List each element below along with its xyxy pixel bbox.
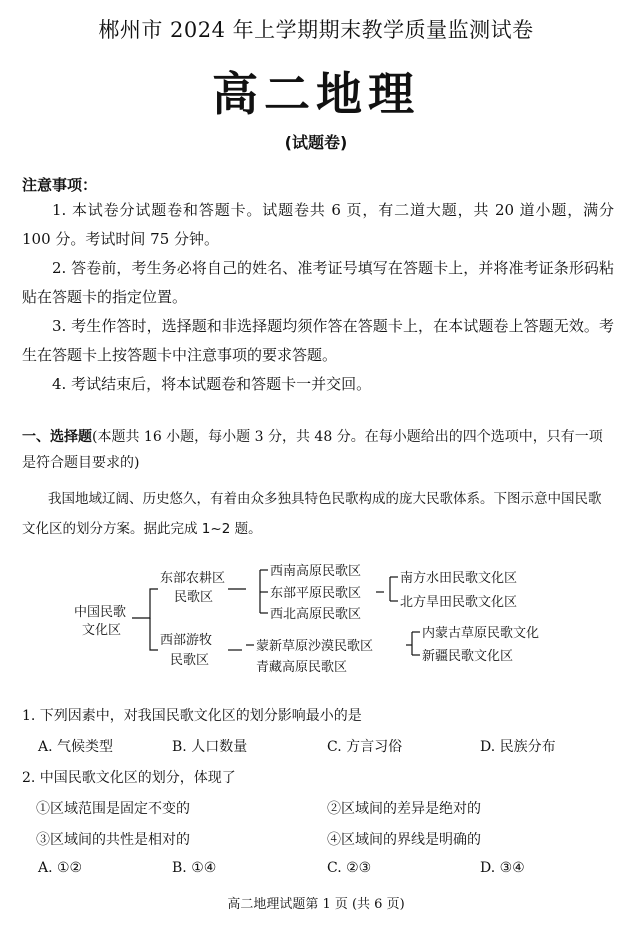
section-title: 一、选择题 [22, 429, 92, 445]
question-2-option-c: C. ②③ [327, 860, 372, 876]
note-item-3: 3. 考生作答时，选择题和非选择题均须作答在答题卡上，在本试题卷上答题无效。考生在答题卡上按答题卡中注意事项的要求答题。 [22, 317, 614, 364]
subject-title: 高二地理 [212, 67, 420, 121]
diagram-root-line2: 文化区 [82, 623, 122, 638]
diagram-qinghai-tibet: 青藏高原民歌区 [256, 660, 348, 675]
notes-heading: 注意事项： [22, 176, 98, 194]
diagram-west-line2: 民歌区 [170, 653, 210, 668]
diagram-east-line2: 民歌区 [174, 590, 214, 605]
diagram-mongolia-xinjiang: 蒙新草原沙漠民歌区 [256, 639, 374, 654]
diagram-svg [70, 558, 570, 684]
question-2-statement-4: ④区域间的界线是明确的 [327, 832, 481, 848]
question-2-stem: 2. 中国民歌文化区的划分，体现了 [22, 770, 236, 786]
diagram-inner-mongolia: 内蒙古草原民歌文化 [422, 626, 540, 641]
booklet-label: (试题卷) [284, 133, 348, 152]
diagram-west-line1: 西部游牧 [160, 633, 213, 648]
page-footer: 高二地理试题第 1 页 (共 6 页) [227, 897, 405, 912]
diagram-southwest-plateau: 西南高原民歌区 [270, 564, 362, 579]
question-1-option-c: C. 方言习俗 [327, 739, 403, 755]
question-intro: 我国地域辽阔、历史悠久，有着由众多独具特色民歌构成的庞大民歌体系。下图示意中国民歌文化区的划分方案。据此完成 1~2 题。 [22, 491, 602, 537]
note-item-2: 2. 答卷前，考生务必将自己的姓名、准考证号填写在答题卡上，并将准考证条形码粘贴在答题卡的指定位置。 [22, 259, 614, 306]
question-1-option-b: B. 人口数量 [172, 739, 248, 755]
diagram-east-line1: 东部农耕区 [160, 571, 226, 586]
question-2-option-d: D. ③④ [480, 860, 525, 876]
exam-title: 郴州市 2024 年上学期期末教学质量监测试卷 [98, 18, 534, 42]
question-1-option-a: A. 气候类型 [38, 739, 114, 755]
question-2-option-b: B. ①④ [172, 860, 217, 876]
section-heading [22, 424, 614, 476]
diagram-northwest-plateau: 西北高原民歌区 [270, 607, 362, 622]
diagram-xinjiang: 新疆民歌文化区 [422, 649, 514, 664]
section-description: (本题共 16 小题，每小题 3 分，共 48 分。在每小题给出的四个选项中，只有一项是符合题目要求的) [22, 429, 603, 471]
diagram-east-plain: 东部平原民歌区 [270, 586, 362, 601]
diagram-north-dryland: 北方旱田民歌文化区 [400, 595, 518, 610]
diagram-south-paddy: 南方水田民歌文化区 [400, 571, 518, 586]
question-1-option-d: D. 民族分布 [480, 739, 556, 755]
question-1-stem: 1. 下列因素中，对我国民歌文化区的划分影响最小的是 [22, 708, 362, 724]
question-2-option-a: A. ①② [38, 860, 83, 876]
note-item-4: 4. 考试结束后，将本试题卷和答题卡一并交回。 [52, 375, 372, 393]
question-2-statement-3: ③区域间的共性是相对的 [36, 832, 190, 848]
note-item-1: 1. 本试卷分试题卷和答题卡。试题卷共 6 页，有二道大题，共 20 道小题，满分 100 分。考试时间 75 分钟。 [22, 201, 614, 248]
folk-song-region-diagram [70, 558, 570, 684]
question-2-statement-2: ②区域间的差异是绝对的 [327, 801, 481, 817]
question-2-statement-1: ①区域范围是固定不变的 [36, 801, 190, 817]
diagram-root-line1: 中国民歌 [74, 605, 127, 620]
